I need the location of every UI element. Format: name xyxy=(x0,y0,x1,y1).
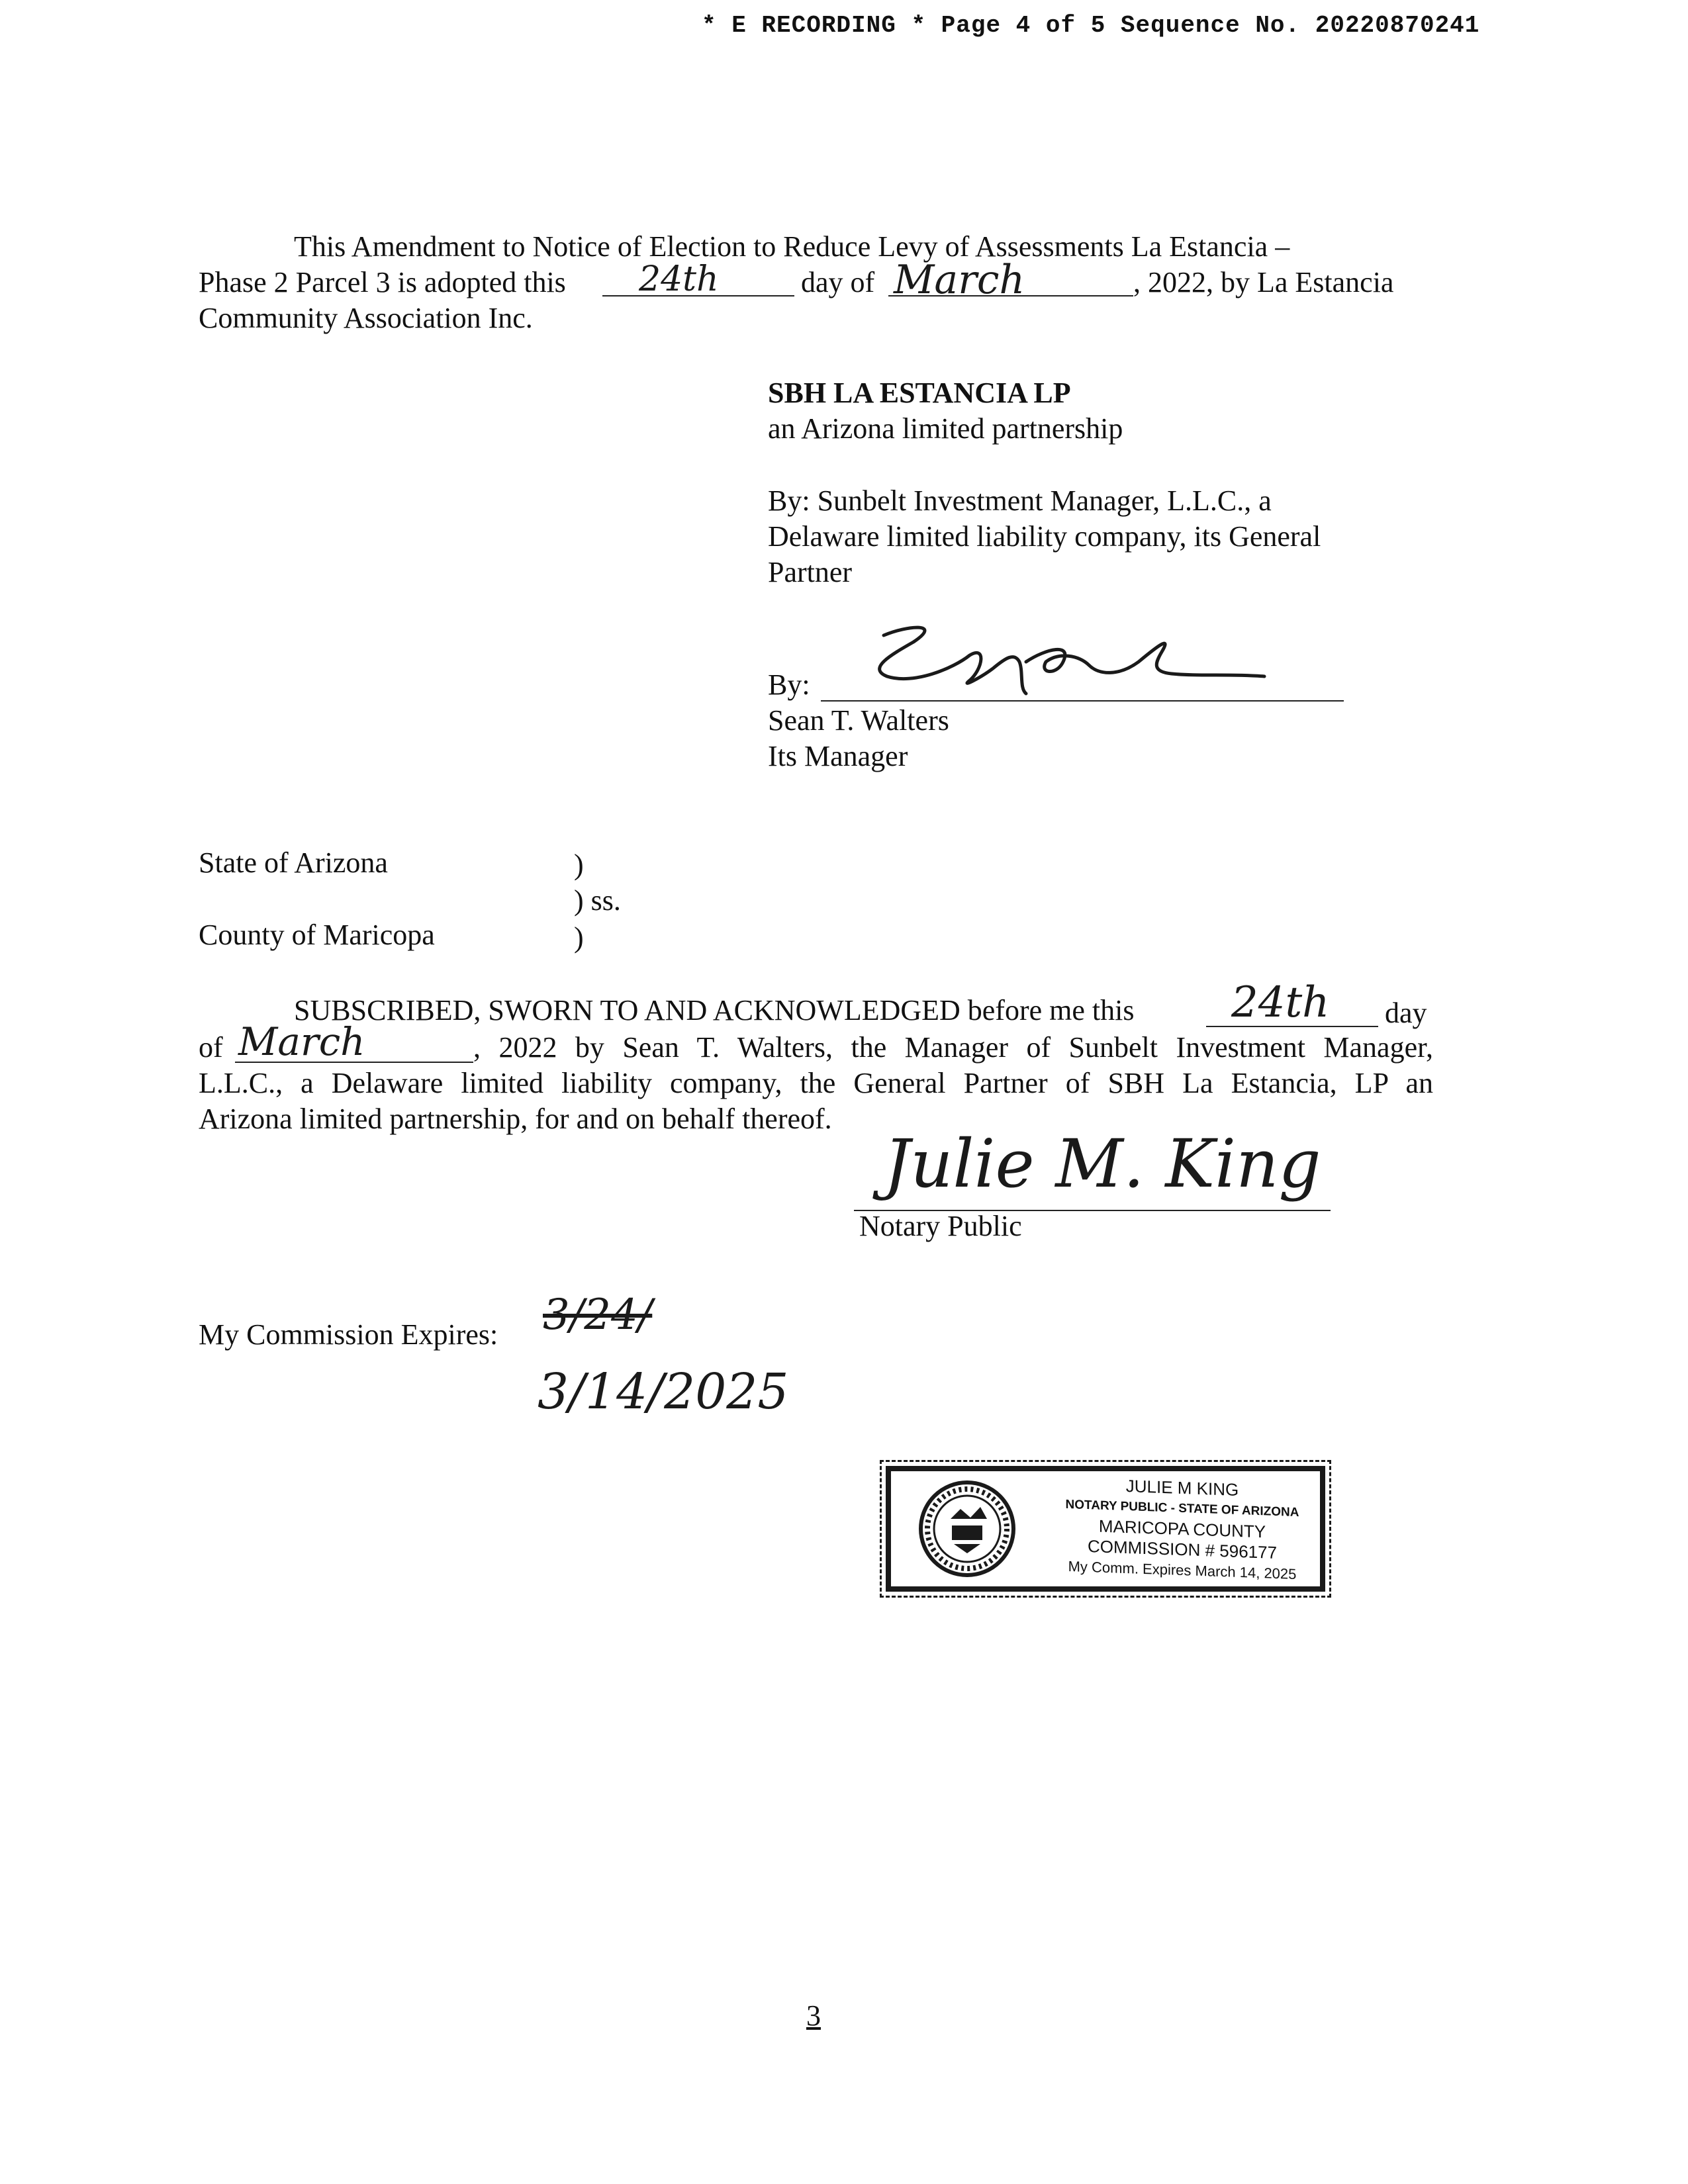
stamp-county: MARICOPA COUNTY xyxy=(1098,1516,1266,1542)
page-number: 3 xyxy=(806,1999,821,2032)
stamp-commission: COMMISSION # 596177 xyxy=(1087,1536,1278,1563)
ack-line-2a: of xyxy=(199,1031,223,1064)
handwritten-month: March xyxy=(894,257,1025,303)
ack-line-4: Arizona limited partnership, for and on behalf thereof. xyxy=(199,1103,832,1135)
notary-signature: Julie M. King xyxy=(884,1125,1321,1203)
ack-line-1b: day xyxy=(1385,997,1427,1029)
stamp-text-block xyxy=(1050,1473,1315,1585)
by-line-2: Delaware limited liability company, its General xyxy=(768,520,1321,553)
stamp-expires: My Comm. Expires March 14, 2025 xyxy=(1068,1557,1297,1583)
venue-state: State of Arizona xyxy=(199,846,388,879)
intro-line-1: This Amendment to Notice of Election to Reduce Levy of Assessments La Estancia – xyxy=(294,230,1290,263)
ack-handwritten-day: 24th xyxy=(1231,978,1330,1027)
venue-ss: ) ss. xyxy=(574,884,621,917)
signer-title: Its Manager xyxy=(768,740,908,772)
manager-signature xyxy=(827,615,1278,708)
commission-label: My Commission Expires: xyxy=(199,1318,498,1351)
by-label: By: xyxy=(768,668,810,701)
venue-paren-1: ) xyxy=(574,848,584,881)
venue-county: County of Maricopa xyxy=(199,919,435,951)
struck-commission-date: 3/24/ xyxy=(543,1291,653,1340)
venue-paren-2: ) xyxy=(574,921,584,954)
stamp-notary-title: NOTARY PUBLIC - STATE OF ARIZONA xyxy=(1065,1497,1299,1520)
ack-handwritten-month: March xyxy=(238,1019,365,1064)
intro-line-2b: day of xyxy=(801,266,875,298)
by-line-1: By: Sunbelt Investment Manager, L.L.C., a xyxy=(768,484,1272,517)
intro-line-2c: , 2022, by La Estancia xyxy=(1133,266,1394,298)
stamp-notary-name: JULIE M KING xyxy=(1125,1476,1239,1500)
notary-label: Notary Public xyxy=(859,1210,1022,1242)
ack-line-2b: , 2022 by Sean T. Walters, the Manager of Sunbelt Investment Manager, xyxy=(473,1031,1433,1064)
handwritten-day: 24th xyxy=(639,259,719,299)
signer-name: Sean T. Walters xyxy=(768,704,949,737)
ack-line-1a: SUBSCRIBED, SWORN TO AND ACKNOWLEDGED before me this xyxy=(294,994,1135,1026)
intro-line-2a: Phase 2 Parcel 3 is adopted this xyxy=(199,266,566,298)
entity-name: SBH LA ESTANCIA LP xyxy=(768,377,1071,409)
corrected-commission-date: 3/14/2025 xyxy=(538,1363,789,1420)
notary-stamp xyxy=(886,1466,1325,1592)
intro-line-3: Community Association Inc. xyxy=(199,302,533,334)
recording-header: * E RECORDING * Page 4 of 5 Sequence No. 20220870241 xyxy=(702,12,1480,39)
entity-type: an Arizona limited partnership xyxy=(768,412,1123,445)
by-line-3: Partner xyxy=(768,556,853,588)
ack-line-3: L.L.C., a Delaware limited liability company, the General Partner of SBH La Estancia, LP an xyxy=(199,1067,1433,1099)
arizona-seal-icon xyxy=(917,1479,1017,1578)
